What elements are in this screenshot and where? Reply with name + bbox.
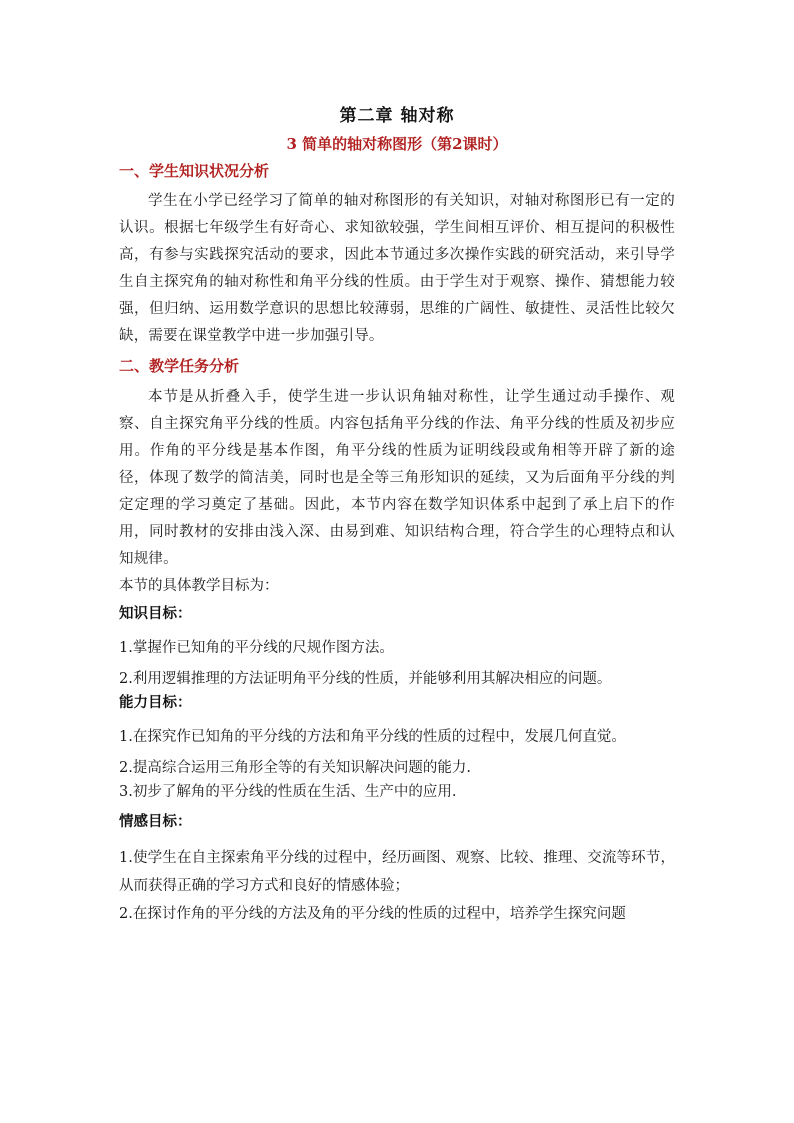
- student-analysis-paragraph: 学生在小学已经学习了简单的轴对称图形的有关知识，对轴对称图形已有一定的认识。根据七年级学生有好奇心、求知欲较强，学生间相互评价、相互提问的积极性高，有参与实践探究活动的要求，因此本节通过多次操作实践的研究活动，来引导学生自主探究角的轴对称性和角平分线的性质。由于学生对于观察、操作、猜想能力较强，但归纳、运用数学意识的思想比较薄弱，思维的广阔性、敏捷性、灵活性比较欠缺，需要在课堂教学中进一步加强引导。: [119, 193, 675, 344]
- ability-objective-item: 3.初步了解角的平分线的性质在生活、生产中的应用.: [119, 784, 457, 800]
- ability-objective-item: 1.在探究作已知角的平分线的方法和角平分线的性质的过程中，发展几何直觉。: [119, 729, 626, 745]
- ability-objectives-heading: 能力目标：: [119, 694, 192, 711]
- ability-objective-item: 2.提高综合运用三角形全等的有关知识解决问题的能力.: [119, 760, 471, 776]
- knowledge-objectives-heading: 知识目标：: [119, 605, 192, 622]
- emotion-objective-item: 1.使学生在自主探索角平分线的过程中，经历画图、观察、比较、推理、交流等环节，从而获得正确的学习方式和良好的情感体验；: [119, 850, 675, 894]
- knowledge-objective-item: 2.利用逻辑推理的方法证明角平分线的性质，并能够利用其解决相应的问题。: [119, 671, 612, 687]
- section-heading-student-analysis: 一、学生知识状况分析: [119, 162, 270, 180]
- section-heading-task-analysis: 二、教学任务分析: [119, 357, 240, 375]
- knowledge-objective-item: 1.掌握作已知角的平分线的尺规作图方法。: [119, 640, 394, 656]
- task-analysis-paragraph: 本节是从折叠入手，使学生进一步认识角轴对称性，让学生通过动手操作、观察、自主探究角平分线的性质。内容包括角平分线的作法、角平分线的性质及初步应用。作角的平分线是基本作图，角平分线的性质为证明线段或角相等开辟了新的途径，体现了数学的简洁美，同时也是全等三角形知识的延续，又为后面角平分线的判定定理的学习奠定了基础。因此，本节内容在数学知识体系中起到了承上启下的作用，同时教材的安排由浅入深、由易到难、知识结构合理，符合学生的心理特点和认知规律。: [119, 389, 675, 567]
- chapter-title: 第二章 轴对称: [339, 106, 455, 126]
- emotion-objective-item: 2.在探讨作角的平分线的方法及角的平分线的性质的过程中，培养学生探究问题: [119, 906, 626, 922]
- objectives-intro: 本节的具体教学目标为：: [119, 578, 279, 594]
- emotion-objectives-heading: 情感目标：: [119, 813, 192, 830]
- document-content: [119, 104, 675, 928]
- lesson-title: 3 简单的轴对称图形（第2课时）: [286, 135, 508, 153]
